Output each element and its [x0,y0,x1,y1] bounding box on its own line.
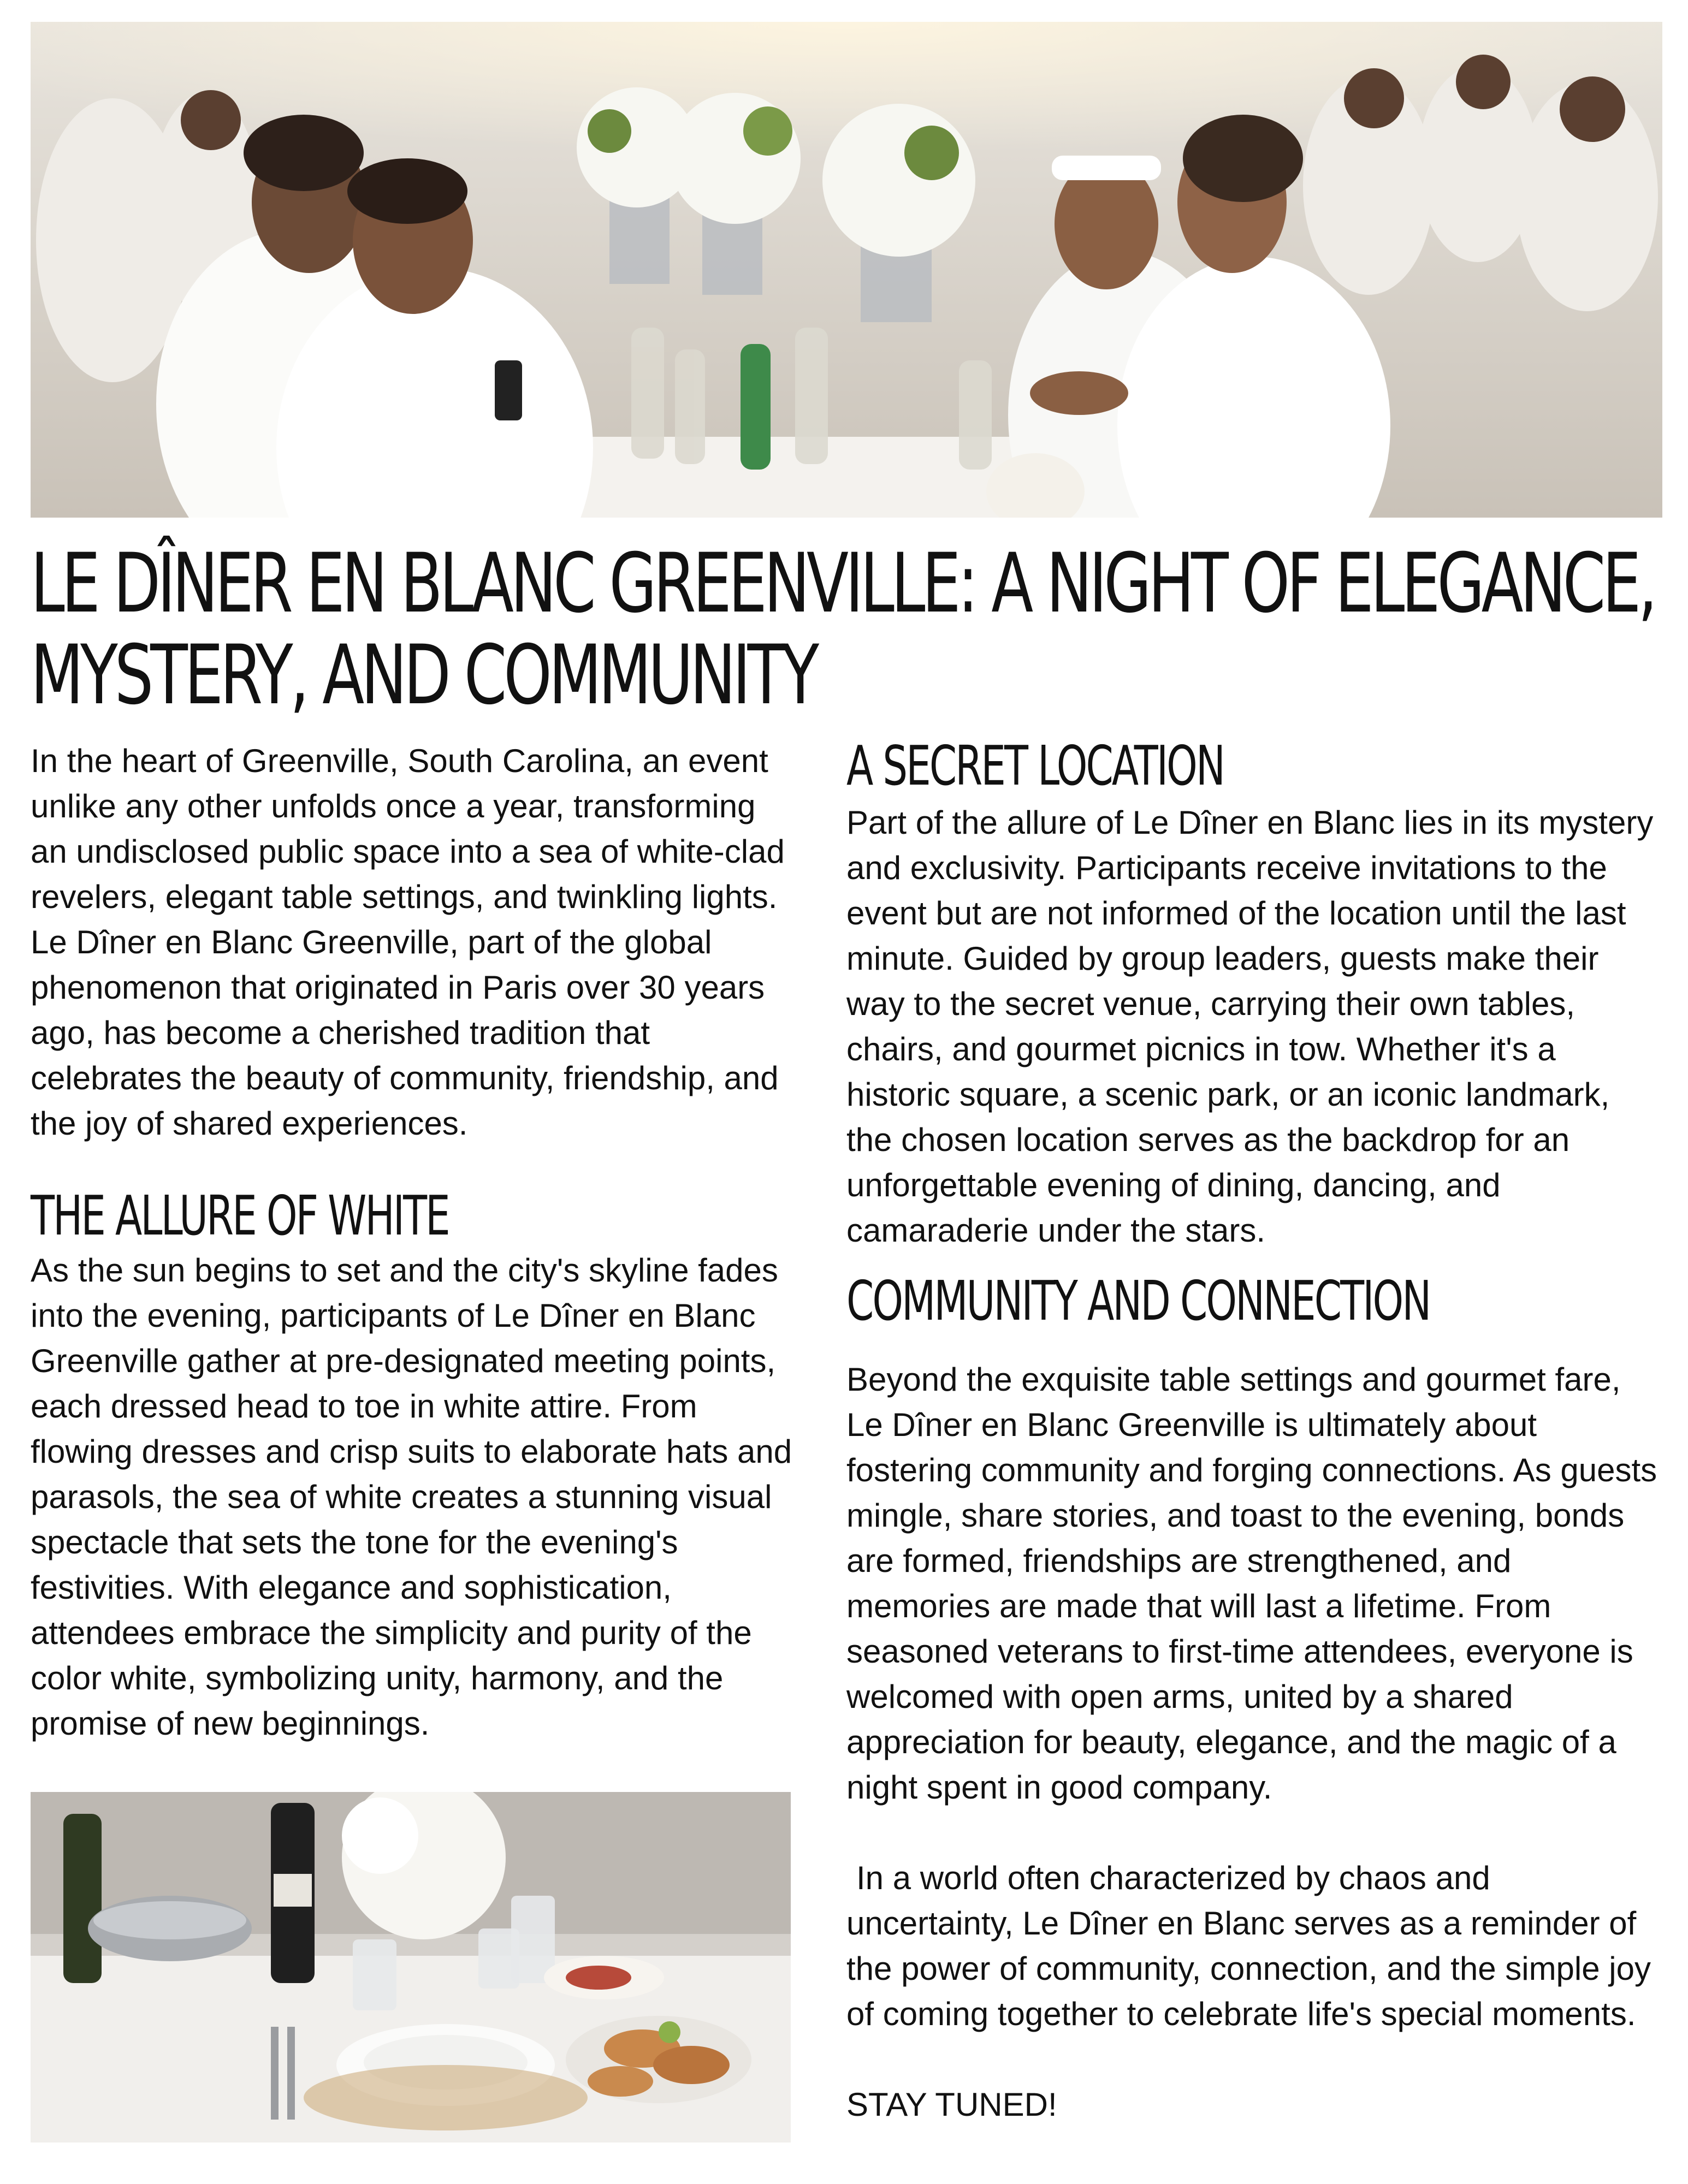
community-paragraph: Beyond the exquisite table settings and gourmet fare, Le Dîner en Blanc Greenville is ultimately about fostering community and forging connections. As guests mingle, share stories, and toast to the evening, bonds are formed, friendships are strengthened, and memories are made that will last a lifetime. From seasoned veterans to first-time attendees, everyone is welcomed with open arms, united by a shared appreciation for beauty, elegance, and the magic of a night spent in good company. [846,1361,1657,1806]
secret-heading: A SECRET LOCATION [846,734,1224,798]
paragraph-spacer [846,2037,1660,2082]
table-setting-illustration [31,1792,791,2143]
left-column [31,738,795,1746]
hero-photo [31,22,1662,518]
signoff-text: STAY TUNED! [846,2086,1057,2123]
article-title: LE DÎNER EN BLANC GREENVILLE: A NIGHT OF ELEGANCE, MYSTERY, AND COMMUNITY [31,536,1655,723]
closing-paragraph: In a world often characterized by chaos and uncertainty, Le Dîner en Blanc serves as a reminder of the power of community, connection, and the simple joy of coming together to celebrate life's special moments. [846,1860,1651,2032]
right-column [846,734,1660,2127]
intro-paragraph: In the heart of Greenville, South Carolina, an event unlike any other unfolds once a year, transforming an undisclosed public space into a sea of white-clad revelers, elegant table settings, and twinkling lights. Le Dîner en Blanc Greenville, part of the global phenomenon that originated in Paris over 30 years ago, has become a cherished tradition that celebrates the beauty of community, friendship, and the joy of shared experiences. [31,743,785,1142]
allure-heading: THE ALLURE OF WHITE [31,1184,449,1248]
paragraph-spacer [846,1810,1660,1855]
hero-photo-illustration [31,22,1662,518]
table-setting-photo [31,1792,791,2143]
secret-paragraph: Part of the allure of Le Dîner en Blanc lies in its mystery and exclusivity. Participants receive invitations to the event but are not informed of the location until the last minute. Guided by group leaders, guests make their way to the secret venue, carrying their own tables, chairs, and gourmet picnics in tow. Whether it's a historic square, a scenic park, or an iconic landmark, the chosen location serves as the backdrop for an unforgettable evening of dining, dancing, and camaraderie under the stars. [846,804,1654,1249]
allure-paragraph: As the sun begins to set and the city's skyline fades into the evening, participants of Le Dîner en Blanc Greenville gather at pre-designated meeting points, each dressed head to toe in white attire. From flowing dresses and crisp suits to elaborate hats and parasols, the sea of white creates a stunning visual spectacle that sets the tone for the evening's festivities. With elegance and sophistication, attendees embrace the simplicity and purity of the color white, symbolizing unity, harmony, and the promise of new beginnings. [31,1252,792,1742]
community-heading: COMMUNITY AND CONNECTION [846,1269,1430,1333]
